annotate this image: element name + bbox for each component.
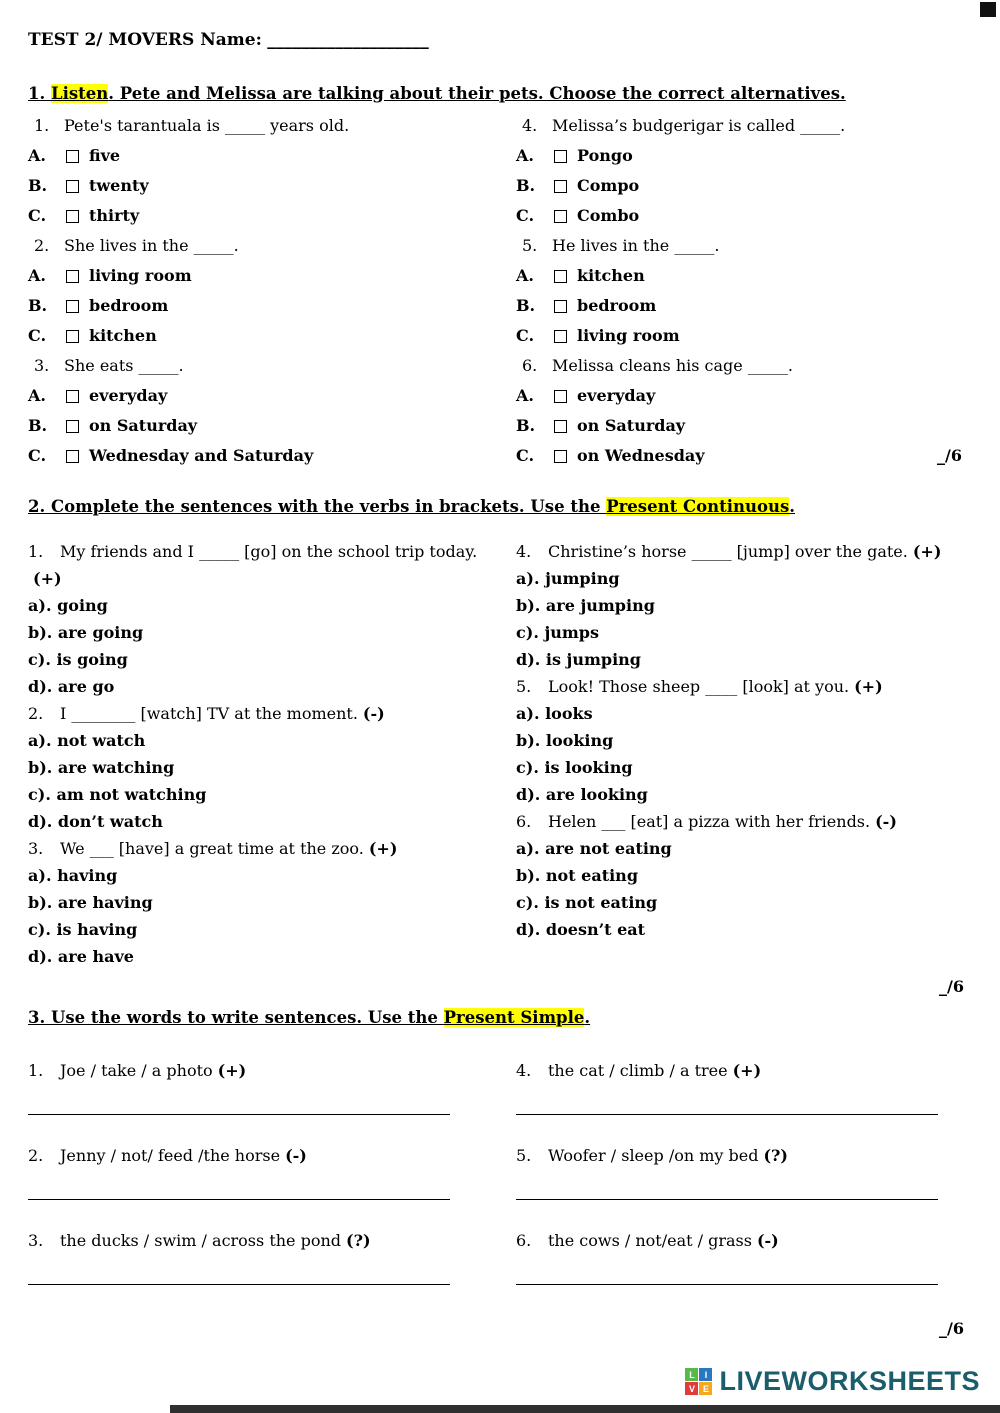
answer-option[interactable] xyxy=(516,291,970,321)
question-text xyxy=(516,808,970,835)
question-text xyxy=(516,111,970,141)
question-body: I ________ [watch] TV at the moment. xyxy=(60,704,358,723)
option-label: thirty xyxy=(89,206,140,225)
option-label: living room xyxy=(577,326,680,345)
answer-blank[interactable] xyxy=(28,1199,450,1200)
polarity: (-) xyxy=(875,812,897,831)
section1-left-column xyxy=(28,111,482,471)
answer-blank[interactable] xyxy=(516,1114,938,1115)
question-body: Melissa’s budgerigar is called _____. xyxy=(552,116,846,135)
option-letter: C. xyxy=(516,326,535,345)
polarity: (-) xyxy=(362,704,385,723)
checkbox[interactable] xyxy=(554,330,567,343)
answer-option[interactable]: a). not watch xyxy=(28,731,146,750)
question-text xyxy=(28,700,482,727)
checkbox[interactable] xyxy=(66,210,79,223)
answer-option[interactable] xyxy=(28,411,482,441)
option-letter: A. xyxy=(28,386,46,405)
section2-heading-prefix: 2. Complete the sentences with the verbs in brackets. Use the xyxy=(28,497,607,516)
logo-square-i: I xyxy=(699,1368,712,1381)
answer-option[interactable] xyxy=(28,321,482,351)
option-label: on Saturday xyxy=(577,416,686,435)
answer-option[interactable]: b). are going xyxy=(28,623,144,642)
answer-option[interactable]: d). is jumping xyxy=(516,650,641,669)
section3-heading-suffix: . xyxy=(584,1008,591,1027)
question-text xyxy=(28,231,482,261)
polarity: (+) xyxy=(912,542,942,561)
answer-option[interactable]: a). looks xyxy=(516,704,593,723)
question-number: 1. xyxy=(34,116,50,135)
footer xyxy=(685,1366,980,1397)
question-body: Helen ___ [eat] a pizza with her friends. xyxy=(548,812,871,831)
polarity: (+) xyxy=(33,569,62,588)
prompt-item xyxy=(516,1057,970,1115)
section1-score: _/6 xyxy=(937,446,962,465)
question-body: She lives in the _____. xyxy=(64,236,239,255)
answer-option[interactable] xyxy=(516,201,970,231)
option-label: Pongo xyxy=(577,146,633,165)
prompt-body: Jenny / not/ feed /the horse xyxy=(60,1146,281,1165)
answer-option[interactable]: a). having xyxy=(28,866,118,885)
prompt-text xyxy=(28,1057,482,1084)
answer-option[interactable]: d). are have xyxy=(28,947,134,966)
answer-option[interactable]: d). don’t watch xyxy=(28,812,163,831)
checkbox[interactable] xyxy=(554,300,567,313)
question-number: 3. xyxy=(34,356,50,375)
answer-option[interactable]: a). are not eating xyxy=(516,839,672,858)
bottom-bar xyxy=(170,1405,1000,1413)
option-label: five xyxy=(89,146,121,165)
checkbox[interactable] xyxy=(66,180,79,193)
answer-blank[interactable] xyxy=(516,1284,938,1285)
prompt-number: 3. xyxy=(28,1231,44,1250)
option-letter: A. xyxy=(516,146,534,165)
logo-square-e: E xyxy=(699,1382,712,1395)
highlight-present-simple: Present Simple xyxy=(443,1008,585,1027)
checkbox[interactable] xyxy=(66,420,79,433)
question-body: My friends and I _____ [go] on the school trip today. xyxy=(60,542,478,561)
question-block xyxy=(28,538,482,700)
checkbox[interactable] xyxy=(66,330,79,343)
answer-option[interactable] xyxy=(516,261,970,291)
answer-option[interactable]: a). going xyxy=(28,596,108,615)
question-body: She eats _____. xyxy=(64,356,184,375)
prompt-body: the cat / climb / a tree xyxy=(548,1061,728,1080)
prompt-item xyxy=(28,1227,482,1285)
prompt-text xyxy=(516,1057,970,1084)
answer-option[interactable]: d). doesn’t eat xyxy=(516,920,646,939)
answer-option[interactable]: b). are having xyxy=(28,893,153,912)
answer-option[interactable]: c). is not eating xyxy=(516,893,658,912)
option-label: Wednesday and Saturday xyxy=(89,446,314,465)
section-1 xyxy=(28,84,970,471)
option-label: Compo xyxy=(577,176,640,195)
answer-option[interactable] xyxy=(28,171,482,201)
polarity: (+) xyxy=(854,677,883,696)
prompt-item xyxy=(28,1057,482,1115)
prompt-number: 2. xyxy=(28,1146,44,1165)
prompt-item xyxy=(516,1142,970,1200)
checkbox[interactable] xyxy=(554,270,567,283)
section3-left-column xyxy=(28,1057,482,1312)
answer-option[interactable]: c). is having xyxy=(28,920,138,939)
name-blank-line[interactable]: ___________________ xyxy=(267,30,429,50)
section1-heading-rest: . Pete and Melissa are talking about their pets. Choose the correct alternatives. xyxy=(108,84,846,103)
answer-option[interactable] xyxy=(516,381,970,411)
section-3 xyxy=(28,1008,970,1344)
question-text xyxy=(28,351,482,381)
answer-option[interactable] xyxy=(28,201,482,231)
question-number: 2. xyxy=(34,236,50,255)
section3-score: _/6 xyxy=(939,1319,964,1338)
prompt-text xyxy=(516,1142,970,1169)
question-block xyxy=(516,808,970,943)
option-letter: C. xyxy=(28,326,47,345)
prompt-body: the cows / not/eat / grass xyxy=(548,1231,752,1250)
answer-blank[interactable] xyxy=(28,1114,450,1115)
answer-option[interactable] xyxy=(28,291,482,321)
checkbox[interactable] xyxy=(554,390,567,403)
answer-blank[interactable] xyxy=(28,1284,450,1285)
answer-option[interactable] xyxy=(28,381,482,411)
option-letter: B. xyxy=(516,176,536,195)
option-label: bedroom xyxy=(89,296,169,315)
answer-blank[interactable] xyxy=(516,1199,938,1200)
question-text xyxy=(28,111,482,141)
section1-heading xyxy=(28,84,970,103)
prompt-text xyxy=(516,1227,970,1254)
polarity: (+) xyxy=(732,1061,762,1080)
section2-heading-suffix: . xyxy=(789,497,796,516)
question-body: He lives in the _____. xyxy=(552,236,720,255)
checkbox[interactable] xyxy=(554,150,567,163)
answer-option[interactable] xyxy=(516,171,970,201)
question-text xyxy=(28,538,482,592)
section2-left-column xyxy=(28,538,482,970)
option-letter: C. xyxy=(516,446,535,465)
option-label: everyday xyxy=(577,386,656,405)
option-letter: C. xyxy=(28,206,47,225)
worksheet-title-row xyxy=(28,30,970,50)
answer-option[interactable] xyxy=(28,441,482,471)
answer-option[interactable]: b). are watching xyxy=(28,758,175,777)
question-text xyxy=(516,673,970,700)
option-letter: B. xyxy=(516,416,536,435)
checkbox[interactable] xyxy=(554,450,567,463)
polarity: (+) xyxy=(368,839,398,858)
option-letter: B. xyxy=(28,416,48,435)
checkbox[interactable] xyxy=(66,450,79,463)
answer-option[interactable]: b). are jumping xyxy=(516,596,655,615)
option-letter: A. xyxy=(28,266,46,285)
question-text xyxy=(28,835,482,862)
checkbox[interactable] xyxy=(66,300,79,313)
highlight-present-continuous: Present Continuous xyxy=(606,497,790,516)
option-letter: C. xyxy=(516,206,535,225)
question-number: 6. xyxy=(522,356,538,375)
question-body: Pete's tarantuala is _____ years old. xyxy=(64,116,350,135)
question-number: 5. xyxy=(522,236,538,255)
question-block xyxy=(28,835,482,970)
answer-option[interactable] xyxy=(516,321,970,351)
option-label: on Wednesday xyxy=(577,446,705,465)
option-label: kitchen xyxy=(577,266,645,285)
section1-right-column xyxy=(516,111,970,471)
answer-option[interactable]: d). are go xyxy=(28,677,115,696)
section2-heading xyxy=(28,497,970,516)
polarity: (+) xyxy=(217,1061,247,1080)
test-title: TEST 2/ MOVERS Name: xyxy=(28,30,262,50)
prompt-body: the ducks / swim / across the pond xyxy=(60,1231,342,1250)
prompt-body: Woofer / sleep /on my bed xyxy=(548,1146,759,1165)
option-label: living room xyxy=(89,266,192,285)
option-letter: B. xyxy=(516,296,536,315)
polarity: (-) xyxy=(285,1146,307,1165)
question-number: 2. xyxy=(28,704,44,723)
answer-option[interactable]: c). am not watching xyxy=(28,785,207,804)
option-letter: A. xyxy=(516,386,534,405)
checkbox[interactable] xyxy=(554,180,567,193)
answer-option[interactable]: c). jumps xyxy=(516,623,599,642)
answer-option[interactable]: b). looking xyxy=(516,731,614,750)
section2-score: _/6 xyxy=(939,977,964,996)
logo-square-l: L xyxy=(685,1368,698,1381)
question-body: Melissa cleans his cage _____. xyxy=(552,356,793,375)
option-label: on Saturday xyxy=(89,416,198,435)
prompt-text xyxy=(28,1142,482,1169)
section-2 xyxy=(28,497,970,1002)
answer-option[interactable] xyxy=(516,441,970,471)
section3-heading xyxy=(28,1008,970,1027)
answer-option[interactable]: a). jumping xyxy=(516,569,620,588)
option-letter: B. xyxy=(28,176,48,195)
question-number: 5. xyxy=(516,677,532,696)
section3-right-column xyxy=(516,1057,970,1312)
polarity: (?) xyxy=(763,1146,788,1165)
checkbox[interactable] xyxy=(66,150,79,163)
section1-heading-prefix: 1. xyxy=(28,84,51,103)
checkbox[interactable] xyxy=(66,390,79,403)
option-letter: A. xyxy=(28,146,46,165)
prompt-text xyxy=(28,1227,482,1254)
option-letter: A. xyxy=(516,266,534,285)
question-text xyxy=(516,538,970,565)
answer-option[interactable]: b). not eating xyxy=(516,866,638,885)
answer-option[interactable] xyxy=(516,141,970,171)
prompt-number: 1. xyxy=(28,1061,44,1080)
question-block xyxy=(28,700,482,835)
liveworksheets-logo-icon xyxy=(685,1368,712,1395)
section2-right-column xyxy=(516,538,970,970)
option-label: Combo xyxy=(577,206,640,225)
question-number: 3. xyxy=(28,839,44,858)
question-block xyxy=(516,538,970,673)
answer-option[interactable] xyxy=(516,411,970,441)
question-number: 1. xyxy=(28,542,44,561)
question-number: 4. xyxy=(522,116,538,135)
option-label: everyday xyxy=(89,386,168,405)
option-label: kitchen xyxy=(89,326,157,345)
answer-option[interactable]: c). is going xyxy=(28,650,128,669)
question-number: 6. xyxy=(516,812,532,831)
question-body: Christine’s horse _____ [jump] over the gate. xyxy=(548,542,908,561)
section3-heading-prefix: 3. Use the words to write sentences. Use the xyxy=(28,1008,444,1027)
option-label: twenty xyxy=(89,176,149,195)
prompt-number: 6. xyxy=(516,1231,532,1250)
prompt-number: 4. xyxy=(516,1061,532,1080)
prompt-item xyxy=(28,1142,482,1200)
checkbox[interactable] xyxy=(554,420,567,433)
scrollbar-fragment xyxy=(980,2,996,17)
logo-square-v: V xyxy=(685,1382,698,1395)
answer-option[interactable]: d). are looking xyxy=(516,785,648,804)
question-body: We ___ [have] a great time at the zoo. xyxy=(60,839,364,858)
checkbox[interactable] xyxy=(554,210,567,223)
checkbox[interactable] xyxy=(66,270,79,283)
answer-option[interactable] xyxy=(28,261,482,291)
question-body: Look! Those sheep ____ [look] at you. xyxy=(548,677,850,696)
brand-name[interactable]: LIVEWORKSHEETS xyxy=(719,1366,980,1396)
prompt-item xyxy=(516,1227,970,1285)
option-letter: C. xyxy=(28,446,47,465)
polarity: (-) xyxy=(756,1231,779,1250)
answer-option[interactable] xyxy=(28,141,482,171)
answer-option[interactable]: c). is looking xyxy=(516,758,633,777)
question-block xyxy=(516,673,970,808)
question-number: 4. xyxy=(516,542,532,561)
question-text xyxy=(516,351,970,381)
option-letter: B. xyxy=(28,296,48,315)
option-label: bedroom xyxy=(577,296,657,315)
prompt-number: 5. xyxy=(516,1146,532,1165)
prompt-body: Joe / take / a photo xyxy=(60,1061,213,1080)
highlight-listen: Listen xyxy=(50,84,109,103)
polarity: (?) xyxy=(346,1231,371,1250)
question-text xyxy=(516,231,970,261)
